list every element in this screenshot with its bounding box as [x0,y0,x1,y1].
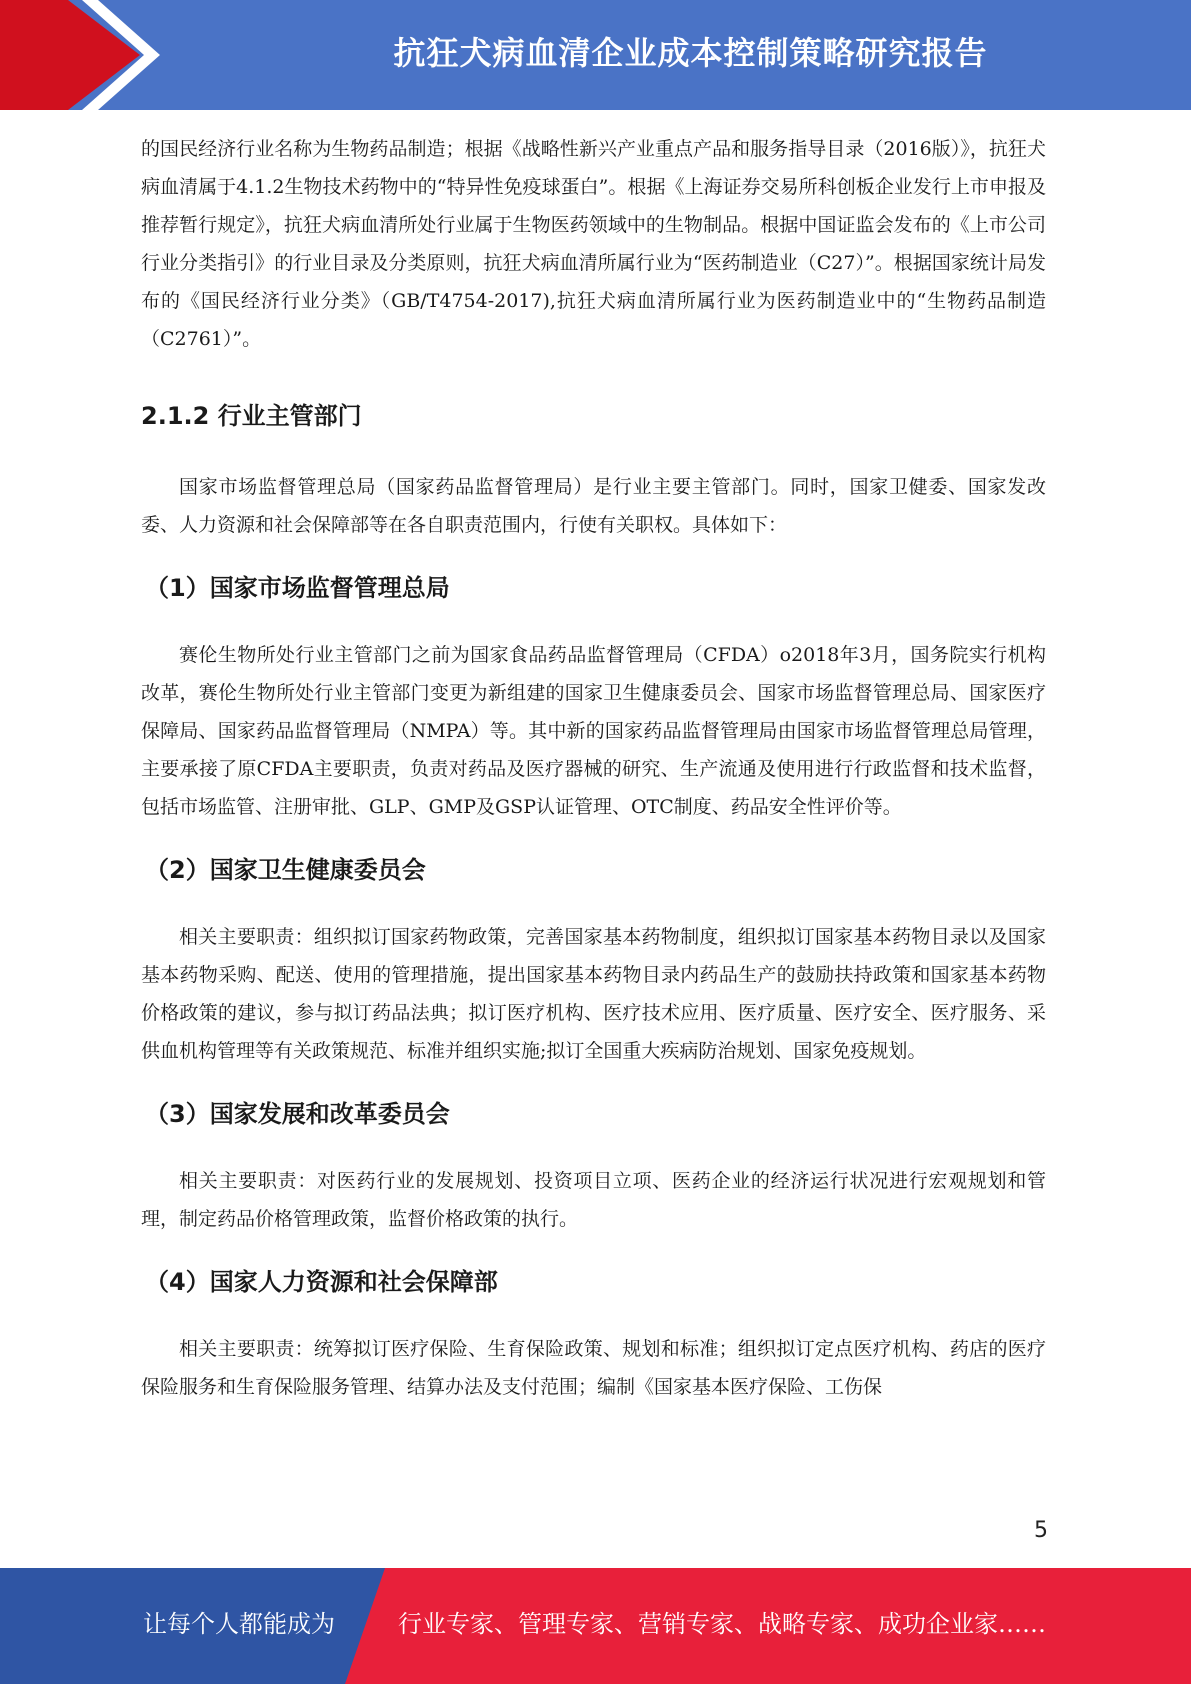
subsection-heading-2: （2）国家卫生健康委员会 [145,856,426,884]
footer-slogan-right: 行业专家、管理专家、营销专家、战略专家、成功企业家…… [398,1610,1046,1638]
subsection-heading-3: （3）国家发展和改革委员会 [145,1100,450,1128]
page-number: 5 [1034,1518,1048,1543]
section-intro-paragraph: 国家市场监督管理总局（国家药品监督管理局）是行业主要主管部门。同时，国家卫健委、国家发改委、人力资源和社会保障部等在各自职责范围内，行使有关职权。具体如下： [141,476,1046,536]
document-body [141,130,1046,1406]
page-header [0,0,1191,110]
subsection-body-4: 相关主要职责：统筹拟订医疗保险、生育保险政策、规划和标准；组织拟订定点医疗机构、药店的医疗保险服务和生育保险服务管理、结算办法及支付范围；编制《国家基本医疗保险、工伤保 [141,1338,1046,1398]
page-footer [0,1568,1191,1684]
subsection-body-2: 相关主要职责：组织拟订国家药物政策，完善国家基本药物制度，组织拟订国家基本药物目录以及国家基本药物采购、配送、使用的管理措施，提出国家基本药物目录内药品生产的鼓励扶持政策和国家基本药物价格政策的建议，参与拟订药品法典；拟订医疗机构、医疗技术应用、医疗质量、医疗安全、医疗服务、采供血机构管理等有关政策规范、标准并组织实施;拟订全国重大疾病防治规划、国家免疫规划。 [141,926,1046,1062]
section-heading: 2.1.2 行业主管部门 [141,402,362,430]
subsection-body-1: 赛伦生物所处行业主管部门之前为国家食品药品监督管理局（CFDA）o2018年3月，国务院实行机构改革，赛伦生物所处行业主管部门变更为新组建的国家卫生健康委员会、国家市场监督管理总局、国家医疗保障局、国家药品监督管理局（NMPA）等。其中新的国家药品监督管理局由国家市场监督管理总局管理，主要承接了原CFDA主要职责，负责对药品及医疗器械的研究、生产流通及使用进行行政监督和技术监督，包括市场监管、注册审批、GLP、GMP及GSP认证管理、OTC制度、药品安全性评价等。 [141,644,1046,818]
intro-paragraph: 的国民经济行业名称为生物药品制造；根据《战略性新兴产业重点产品和服务指导目录（2016版）》，抗狂犬病血清属于4.1.2生物技术药物中的“特异性免疫球蛋白”。根据《上海证券交易所科创板企业发行上市申报及推荐暂行规定》，抗狂犬病血清所处行业属于生物医药领域中的生物制品。根据中国证监会发布的《上市公司行业分类指引》的行业目录及分类原则，抗狂犬病血清所属行业为“医药制造业（C27）”。根据国家统计局发布的《国民经济行业分类》（GB/T4754-2017),抗狂犬病血清所属行业为医药制造业中的“生物药品制造（C2761）”。 [141,138,1046,350]
subsection-heading-1: （1）国家市场监督管理总局 [145,574,450,602]
report-title: 抗狂犬病血清企业成本控制策略研究报告 [393,34,988,72]
subsection-body-3: 相关主要职责：对医药行业的发展规划、投资项目立项、医药企业的经济运行状况进行宏观规划和管理，制定药品价格管理政策，监督价格政策的执行。 [141,1170,1046,1230]
footer-slogan-left: 让每个人都能成为 [143,1610,335,1638]
subsection-heading-4: （4）国家人力资源和社会保障部 [145,1268,498,1296]
